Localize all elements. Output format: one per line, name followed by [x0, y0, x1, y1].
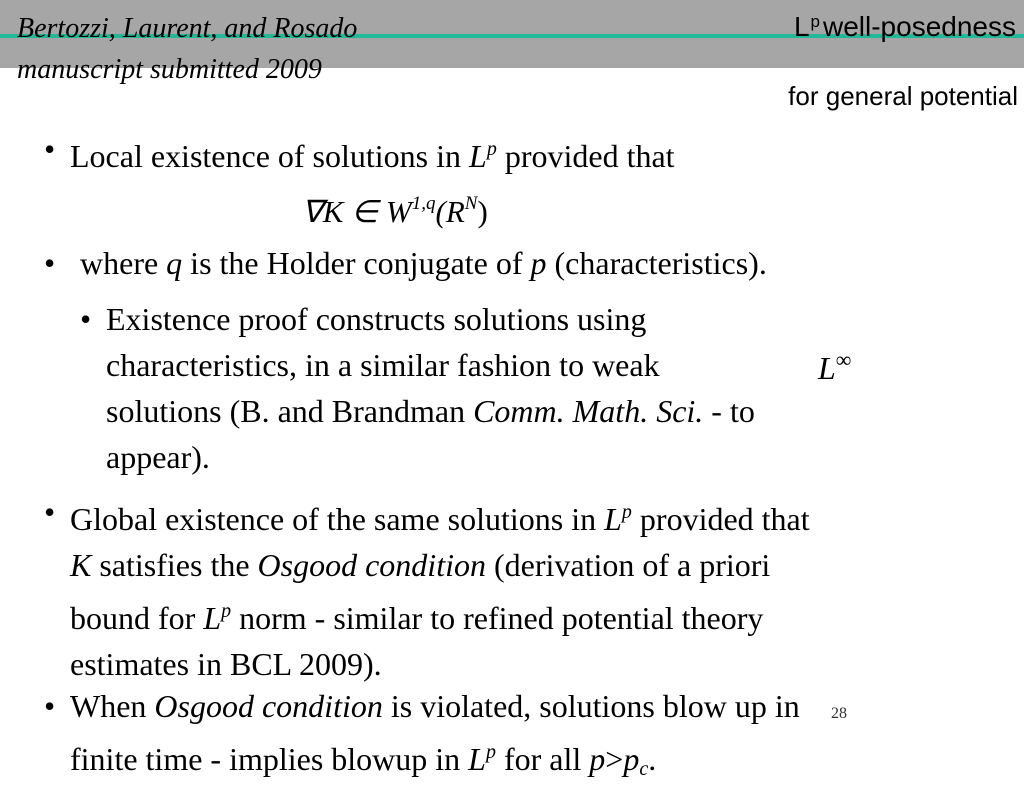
text-fragment: .	[648, 741, 657, 777]
bullet-dot: •	[44, 688, 56, 724]
formula-right: (R	[435, 194, 465, 229]
math-p: p	[589, 741, 606, 777]
formula-superscript: 1,q	[411, 193, 436, 214]
math-k: K	[70, 547, 92, 583]
text-fragment: (derivation of a priori	[485, 547, 771, 583]
title-p-superscript: p	[810, 12, 820, 31]
osgood-condition: Osgood condition	[257, 547, 486, 583]
bullet-dot: •	[44, 131, 56, 167]
slide-subtitle: for general potential	[788, 81, 1018, 111]
text-fragment: Local existence of solutions in	[70, 138, 470, 174]
bullet-dot: •	[80, 301, 92, 337]
math-q: q	[166, 245, 183, 281]
text-fragment: satisfies the	[91, 547, 258, 583]
bullet-local-existence	[44, 126, 675, 179]
slide-title	[794, 5, 1016, 44]
manuscript-note: manuscript submitted 2009	[17, 54, 322, 85]
l-infinity-symbol	[818, 340, 851, 388]
bullet-line	[70, 126, 675, 179]
bullet-line	[70, 489, 810, 542]
bullet-line: Existence proof constructs solutions using	[106, 301, 647, 337]
math-p-superscript: p	[486, 138, 497, 160]
journal-name: Comm. Math. Sci.	[473, 393, 704, 429]
text-fragment: is violated, solutions blow up in	[382, 688, 800, 724]
bullet-dot: •	[44, 494, 56, 530]
sub-bullet-existence-proof	[80, 296, 755, 480]
bullet-holder-conjugate	[44, 240, 767, 286]
title-l: L	[793, 11, 810, 42]
bullet-line	[80, 240, 767, 286]
osgood-condition: Osgood condition	[154, 688, 383, 724]
bullet-blowup	[44, 683, 800, 792]
page-number: 28	[831, 705, 847, 722]
text-fragment: provided that	[496, 138, 675, 174]
infinity-superscript: ∞	[835, 347, 852, 372]
text-fragment: Global existence of the same solutions in	[70, 501, 605, 537]
title-rest: well-posedness	[823, 11, 1016, 42]
text-fragment: provided that	[631, 501, 810, 537]
math-l: L	[203, 600, 222, 636]
text-fragment: solutions (B. and Brandman	[106, 393, 474, 429]
bullet-line	[106, 388, 755, 434]
math-p-superscript: p	[621, 501, 632, 523]
formula-gradient-k	[302, 184, 488, 232]
bullet-global-existence	[44, 489, 810, 687]
math-p-superscript: p	[485, 741, 496, 763]
text-fragment: for all	[495, 741, 590, 777]
text-fragment: When	[70, 688, 155, 724]
math-l: L	[604, 501, 622, 537]
author-line: Bertozzi, Laurent, and Rosado	[17, 13, 358, 44]
bullet-line: estimates in BCL 2009).	[70, 646, 382, 682]
math-l: L	[818, 350, 836, 386]
math-l: L	[468, 741, 486, 777]
math-p-superscript: p	[221, 600, 232, 622]
formula-close: )	[477, 194, 488, 229]
text-fragment: bound for	[70, 600, 204, 636]
bullet-line	[70, 542, 810, 588]
math-p: p	[530, 245, 547, 281]
formula-left: ∇K ∈ W	[302, 194, 412, 229]
math-p: p	[623, 741, 640, 777]
bullet-line: appear).	[106, 439, 210, 475]
text-fragment: - to	[703, 393, 755, 429]
math-l: L	[469, 138, 487, 174]
bullet-line	[70, 729, 800, 792]
math-gt: >	[605, 741, 624, 777]
bullet-line	[70, 683, 800, 729]
bullet-dot: •	[44, 245, 56, 281]
formula-n-superscript: N	[464, 193, 478, 214]
text-fragment: is the Holder conjugate of	[182, 245, 531, 281]
bullet-line: characteristics, in a similar fashion to weak	[106, 347, 660, 383]
text-fragment: (characteristics).	[546, 245, 767, 281]
math-c-subscript: c	[639, 758, 649, 780]
text-fragment: norm - similar to refined potential theory	[231, 600, 764, 636]
bullet-line	[70, 588, 810, 641]
text-fragment: where	[80, 245, 167, 281]
text-fragment: finite time - implies blowup in	[70, 741, 469, 777]
